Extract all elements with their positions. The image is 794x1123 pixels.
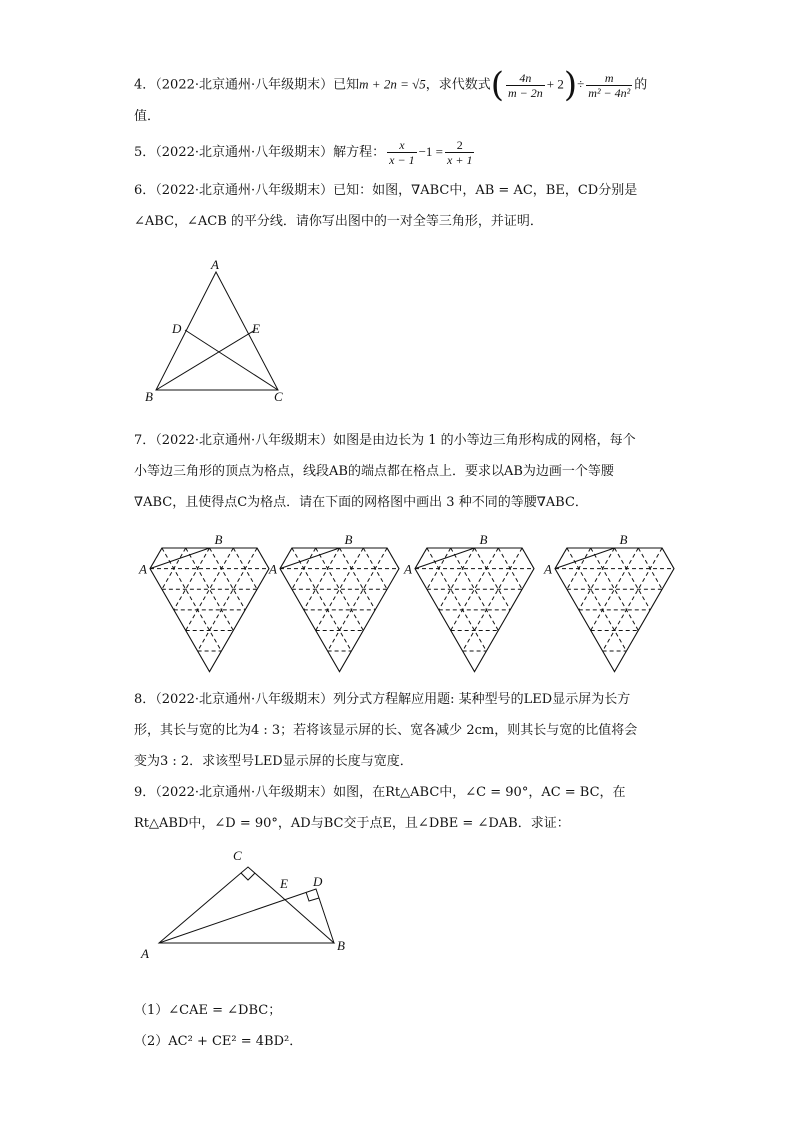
problem-5-source: （2022·北京通州·八年级期末） <box>155 145 334 160</box>
problem-7-line-1 <box>134 431 636 451</box>
problem-4-number: 4． <box>134 77 156 93</box>
grid-diagonal-line <box>567 548 615 630</box>
label-b: B <box>344 532 353 547</box>
grid-diagonal-line <box>186 548 246 651</box>
grid-outline <box>150 548 269 672</box>
grid-diagonal-line <box>304 548 364 651</box>
problem-9-line-1 <box>134 783 626 803</box>
label-e: E <box>252 321 260 336</box>
grid-diagonal-line <box>257 548 281 589</box>
grid-diagonal-line <box>233 548 269 610</box>
problem-9-sub-2 <box>134 1032 302 1052</box>
p5-fraction-2-numerator: 2 <box>445 138 474 153</box>
problem-6-text-1: 已知：如图，∇ABC中，AB = AC，BE，CD分别是 <box>333 183 638 198</box>
grid-outline <box>555 548 674 672</box>
problem-9-number: 9． <box>134 785 156 800</box>
label-d: D <box>172 321 182 336</box>
problem-9-source: （2022·北京通州·八年级期末） <box>155 785 334 800</box>
problem-4-text-c: 的 <box>634 77 648 93</box>
grid-diagonal-line <box>543 548 567 589</box>
right-paren: ) <box>563 65 578 105</box>
problem-7-text-3: ∇ABC，且使得点C为格点．请在下面的网格图中画出 3 种不同的等腰∇ABC． <box>134 495 588 510</box>
grid-diagonal-line <box>475 548 523 630</box>
label-a: A <box>404 561 412 577</box>
problem-7-text-1: 如图是由边长为 1 的小等边三角形构成的网格，每个 <box>333 433 636 448</box>
problem-7-number: 7． <box>134 433 156 448</box>
problem-4-source: （2022·北京通州·八年级期末） <box>155 77 334 93</box>
label-a: A <box>211 257 219 272</box>
segment-ab <box>150 548 210 569</box>
problem-6-line-2 <box>134 212 543 232</box>
grid-diagonal-line <box>316 548 376 651</box>
grid-diagonal-line <box>555 548 591 610</box>
grid-diagonal-line <box>615 548 663 630</box>
grid-diagonal-line <box>363 548 399 610</box>
label-a: A <box>141 946 149 961</box>
problem-8-number: 8． <box>134 692 156 707</box>
label-e: E <box>280 876 288 891</box>
grid-diagonal-line <box>292 548 340 630</box>
segment-ab <box>555 548 615 569</box>
grid-diagonal-line <box>210 548 258 630</box>
segment-ab <box>280 548 340 569</box>
problem-4-text-d: 值． <box>134 109 161 124</box>
left-paren: ( <box>490 65 505 105</box>
label-b: B <box>214 532 223 547</box>
problem-9-text-2: Rt△ABD中，∠D = 90°，AD与BC交于点E，且∠DBE = ∠DAB．求证： <box>134 816 570 831</box>
fraction-1-denominator: m − 2n <box>508 85 543 100</box>
problem-6-source: （2022·北京通州·八年级期末） <box>155 183 334 198</box>
triangle-figure-9 <box>135 840 365 970</box>
problem-7-line-2 <box>134 462 614 482</box>
problem-4-condition: m + 2n = √5 <box>359 76 426 92</box>
grid-diagonal-line <box>451 548 511 651</box>
problem-4-text-a: 已知 <box>333 77 360 93</box>
right-angle-mark-c <box>241 873 255 880</box>
plus-two: + 2 <box>546 76 564 92</box>
problem-7-source: （2022·北京通州·八年级期末） <box>155 433 334 448</box>
fraction-2-numerator: m <box>586 71 632 86</box>
grid-diagonal-line <box>174 548 234 651</box>
fraction-2-denominator: m² − 4n² <box>588 85 631 100</box>
grid-diagonal-line <box>579 548 639 651</box>
grid-diagonal-line <box>591 548 662 672</box>
p5-fraction-1-numerator: x <box>387 138 416 153</box>
lattice-grid-4 <box>545 530 685 670</box>
problem-9-line-2 <box>134 814 570 834</box>
problem-8-line-1 <box>134 690 630 710</box>
p5-fraction-2-denominator: x + 1 <box>447 153 473 167</box>
label-b: B <box>337 938 345 953</box>
problem-8-line-2 <box>134 721 637 741</box>
problem-9-text-1: 如图，在Rt△ABC中，∠C = 90°，AC = BC，在 <box>333 785 626 800</box>
label-c: C <box>274 389 283 404</box>
grid-outline <box>415 548 534 672</box>
grid-diagonal-line <box>292 548 363 672</box>
label-a: A <box>269 561 277 577</box>
problem-4-line-1 <box>134 65 648 105</box>
problem-6-text-2: ∠ABC，∠ACB 的平分线．请你写出图中的一对全等三角形，并证明． <box>134 214 543 229</box>
problem-4-text-b: ，求代数式 <box>425 77 491 93</box>
grid-outline <box>280 548 399 672</box>
problem-8-text-1: 列分式方程解应用题: 某种型号的LED显示屏为长方 <box>333 692 631 707</box>
p5-fraction-1 <box>387 138 416 167</box>
problem-8-line-3 <box>134 752 413 772</box>
problem-9-subpart-2: （2）AC² + CE² = 4BD²． <box>134 1034 303 1049</box>
fraction-1-numerator: 4n <box>506 71 545 86</box>
grid-diagonal-line <box>427 548 475 630</box>
fraction-1 <box>506 71 545 100</box>
problem-7-text-2: 小等边三角形的顶点为格点，线段AB的端点都在格点上．要求以AB为边画一个等腰 <box>134 464 614 479</box>
problem-6-number: 6． <box>134 183 156 198</box>
problem-9-subpart-1: （1）∠CAE = ∠DBC； <box>134 1003 282 1018</box>
divide-sign: ÷ <box>577 76 585 92</box>
problem-5-line <box>134 138 476 167</box>
grid-diagonal-line <box>186 548 257 672</box>
label-c: C <box>233 848 242 863</box>
bisector-cd <box>185 330 278 390</box>
grid-diagonal-line <box>280 548 316 610</box>
label-b: B <box>619 532 628 547</box>
p5-fraction-1-denominator: x − 1 <box>389 153 415 167</box>
problem-8-text-3: 变为3 : 2．求该型号LED显示屏的长度与宽度． <box>134 754 413 769</box>
label-a: A <box>139 561 147 577</box>
fraction-2 <box>586 71 632 100</box>
grid-diagonal-line <box>638 548 674 610</box>
problem-6-line-1 <box>134 181 637 201</box>
problem-5-text: 解方程： <box>333 145 386 160</box>
grid-diagonal-line <box>439 548 499 651</box>
grid-diagonal-line <box>138 548 162 589</box>
segment-ab <box>415 548 475 569</box>
problem-9-sub-1 <box>134 1001 281 1021</box>
grid-diagonal-line <box>268 548 292 589</box>
grid-diagonal-line <box>498 548 534 610</box>
lattice-grid-3 <box>405 530 545 670</box>
grid-diagonal-line <box>522 548 546 589</box>
grid-diagonal-line <box>316 548 387 672</box>
lattice-grid-2 <box>270 530 410 670</box>
grid-diagonal-line <box>387 548 411 589</box>
label-d: D <box>313 874 323 889</box>
grid-diagonal-line <box>403 548 427 589</box>
grid-diagonal-line <box>162 548 233 672</box>
triangle-figure-6 <box>140 255 300 410</box>
problem-7-line-3 <box>134 493 588 513</box>
problem-8-text-2: 形，其长与宽的比为4 : 3；若将该显示屏的长、宽各减少 2cm，则其长与宽的比值将会 <box>134 723 638 738</box>
grid-diagonal-line <box>451 548 522 672</box>
problem-8-source: （2022·北京通州·八年级期末） <box>155 692 334 707</box>
label-a: A <box>544 561 552 577</box>
grid-diagonal-line <box>415 548 451 610</box>
grid-diagonal-line <box>567 548 638 672</box>
problem-4-line-2 <box>134 107 160 127</box>
label-b: B <box>479 532 488 547</box>
grid-diagonal-line <box>162 548 210 630</box>
p5-middle: −1 = <box>418 144 444 159</box>
problem-5-number: 5． <box>134 145 156 160</box>
lattice-grid-1 <box>140 530 280 670</box>
grid-diagonal-line <box>150 548 186 610</box>
grid-diagonal-line <box>591 548 651 651</box>
p5-fraction-2 <box>445 138 474 167</box>
grid-diagonal-line <box>340 548 388 630</box>
grid-diagonal-line <box>662 548 686 589</box>
grid-diagonal-line <box>427 548 498 672</box>
label-b: B <box>145 389 153 404</box>
